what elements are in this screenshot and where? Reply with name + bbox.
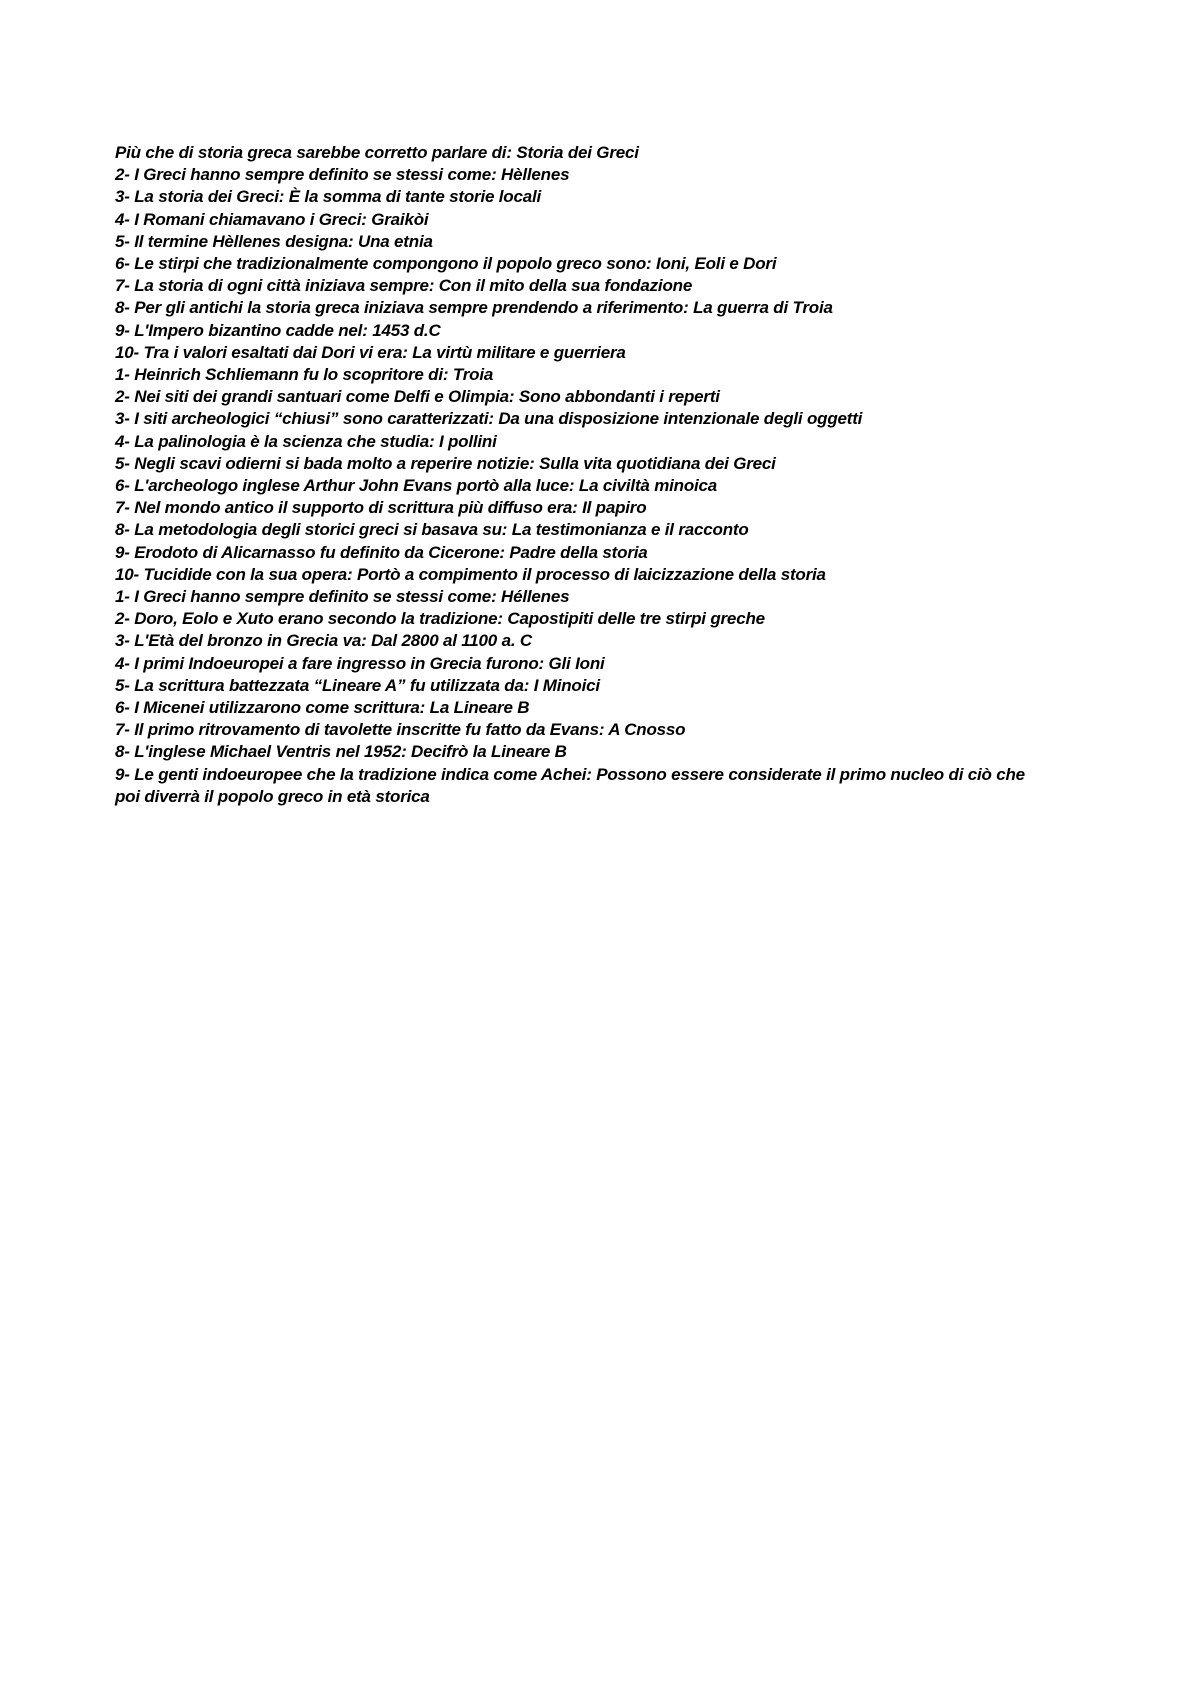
document-text (115, 142, 1115, 808)
text-line: Più che di storia greca sarebbe corretto parlare di: Storia dei Greci (115, 143, 639, 162)
text-line: 4- I Romani chiamavano i Greci: Graikòi (115, 209, 429, 229)
text-line: 6- L'archeologo inglese Arthur John Evans portò alla luce: La civiltà minoica (115, 476, 718, 496)
text-line: 8- Per gli antichi la storia greca iniziava sempre prendendo a riferimento: La guerra di Troia (115, 298, 833, 318)
text-line: 3- La storia dei Greci: È la somma di tante storie locali (115, 187, 542, 207)
text-line: 5- Negli scavi odierni si bada molto a reperire notizie: Sulla vita quotidiana dei Greci (115, 453, 776, 473)
text-line: 6- Le stirpi che tradizionalmente compongono il popolo greco sono: Ioni, Eoli e Dori (115, 254, 777, 274)
text-line: 9- L'Impero bizantino cadde nel: 1453 d.C (115, 320, 441, 340)
text-line: 3- I siti archeologici “chiusi” sono caratterizzati: Da una disposizione intenzionale degli oggetti (115, 409, 863, 429)
text-line: 7- Il primo ritrovamento di tavolette inscritte fu fatto da Evans: A Cnosso (115, 720, 686, 740)
text-line: 10- Tucidide con la sua opera: Portò a compimento il processo di laicizzazione della storia (115, 564, 826, 584)
text-line: 3- L'Età del bronzo in Grecia va: Dal 2800 al 1100 a. C (115, 631, 532, 651)
text-line: 2- I Greci hanno sempre definito se stessi come: Hèllenes (115, 165, 570, 185)
text-line: 2- Nei siti dei grandi santuari come Delfi e Olimpia: Sono abbondanti i reperti (115, 387, 720, 407)
text-line: 2- Doro, Eolo e Xuto erano secondo la tradizione: Capostipiti delle tre stirpi greche (115, 609, 765, 629)
text-line: 5- La scrittura battezzata “Lineare A” fu utilizzata da: I Minoici (115, 675, 600, 695)
text-line: 1- Heinrich Schliemann fu lo scopritore di: Troia (115, 365, 494, 385)
text-line: 8- L'inglese Michael Ventris nel 1952: Decifrò la Lineare B (115, 742, 567, 762)
text-line: 4- I primi Indoeuropei a fare ingresso in Grecia furono: Gli Ioni (115, 653, 605, 673)
text-line: 6- I Micenei utilizzarono come scrittura: La Lineare B (115, 698, 530, 718)
text-line: 9- Erodoto di Alicarnasso fu definito da Cicerone: Padre della storia (115, 542, 648, 562)
text-line: 1- I Greci hanno sempre definito se stessi come: Héllenes (115, 587, 570, 607)
text-line: 10- Tra i valori esaltati dai Dori vi era: La virtù militare e guerriera (115, 342, 626, 362)
text-line: 8- La metodologia degli storici greci si basava su: La testimonianza e il racconto (115, 520, 749, 540)
text-line: 4- La palinologia è la scienza che studia: I pollini (115, 431, 497, 451)
text-line: 9- Le genti indoeuropee che la tradizione indica come Achei: Possono essere considerate il primo nucleo di ciò che poi diverrà il popolo greco in età storica (115, 764, 1025, 806)
text-line: 7- La storia di ogni città iniziava sempre: Con il mito della sua fondazione (115, 276, 693, 296)
text-line: 5- Il termine Hèllenes designa: Una etnia (115, 231, 433, 251)
text-line: 7- Nel mondo antico il supporto di scrittura più diffuso era: Il papiro (115, 498, 647, 518)
